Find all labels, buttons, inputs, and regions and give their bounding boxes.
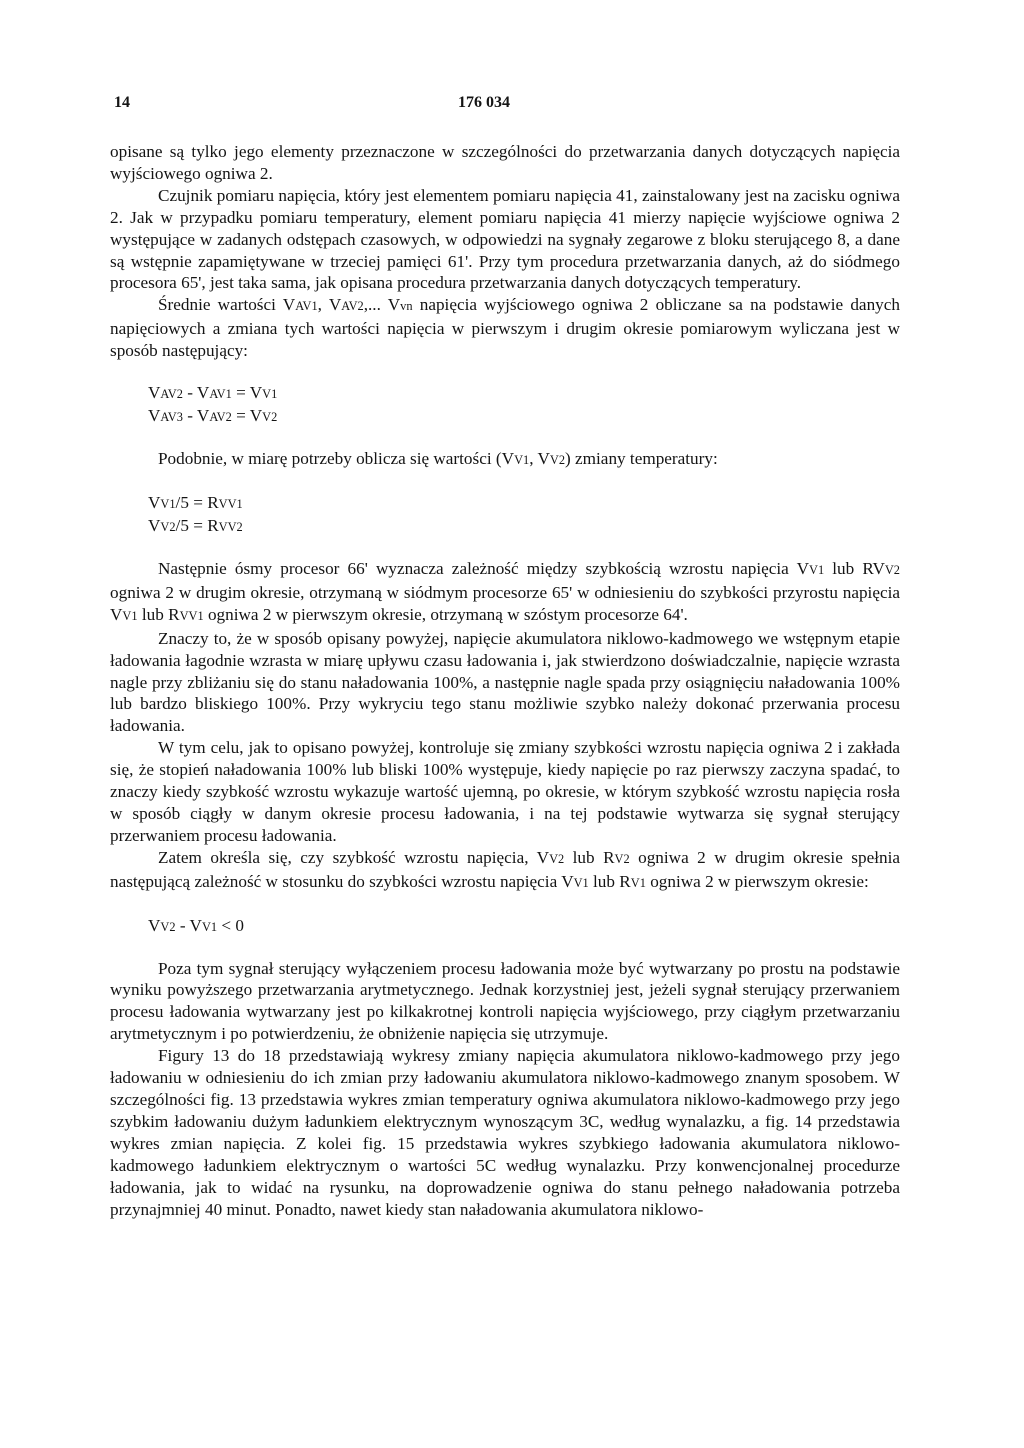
paragraph-2: Czujnik pomiaru napięcia, który jest elementem pomiaru napięcia 41, zainstalowany jest na zacisku ogniwa 2. Jak w przypadku pomiaru temperatury, element pomiaru napięcia 41 mierzy napięcie wyjściowe ogniwa 2 występujące w zadanych odstępach czasowych, w odpowiedzi na sygnały zegarowe z bloku sterującego 8, a dane są wstępnie zapamiętywane w trzeciej pamięci 61'. Przy tym procedura przetwarzania danych, aż do siódmego procesora 65', jest taka sama, jak opisana procedura przetwarzania danych dotyczących temperatury. xyxy=(110,185,900,293)
paragraph-10: Figury 13 do 18 przedstawiają wykresy zmiany napięcia akumulatora niklowo-kadmowego przy jego ładowaniu w odniesieniu do ich zmian przy ładowaniu akumulatora niklowo-kadmowego znanym sposobem. W szczególności fig. 13 przedstawia wykres zmian temperatury ogniwa akumulatora niklowo-kadmowego przy jego szybkim ładowaniu dużym ładunkiem elektrycznym wynoszącym 3C, według wynalazku, a fig. 14 przedstawia wykres zmian napięcia. Z kolei fig. 15 przedstawia wykres szybkiego ładowania akumulatora niklowo-kadmowego ładunkiem elektrycznym o wartości 5C według wynalazku. Przy konwencjonalnej procedurze ładowania, jak to widać na rysunku, na doprowadzenie ogniwa do stanu pełnego naładowania potrzeba przynajmniej 40 minut. Ponadto, nawet kiedy stan naładowania akumulatora niklowo- xyxy=(110,1046,900,1219)
subscript: AV1 xyxy=(295,299,318,314)
formula-block-1 xyxy=(148,382,900,428)
formula-block-3 xyxy=(148,915,900,938)
paragraph-8: Zatem określa się, czy szybkość wzrostu napięcia, VV2 lub RV2 ogniwa 2 w drugim okresie spełnia następującą zależność w stosunku do szybkości wzrostu napięcia VV1 lub RV1 ogniwa 2 w pierwszym okresie: xyxy=(110,847,900,891)
page-header xyxy=(114,94,904,118)
paragraph-3 xyxy=(110,294,900,362)
text-run: napięcia wyjściowego ogniwa 2 obliczane sa na podstawie danych napięciowych a zmiana tych wartości napięcia w pierwszym i drugim okresie pomiarowym wyliczana jest w sposób następujący: xyxy=(110,295,900,361)
paragraph-7: W tym celu, jak to opisano powyżej, kontroluje się zmiany szybkości wzrostu napięcia ogniwa 2 i zakłada się, że stopień naładowania 100% lub bliski 100% występuje, kiedy napięcie po raz pierwszy zaczyna spadać, to znaczy kiedy szybkość wzrostu wykazuje wartość ujemną, po okresie, w którym szybkość wzrostu napięcia rosła w sposób ciągły w danym okresie procesu ładowania, i na tej podstawie wytwarza się sygnał sterujący przerwaniem procesu ładowania. xyxy=(110,738,900,845)
formula-vv1-div-5: VV1/5 = RVV1 xyxy=(148,492,243,512)
formula-vv2-minus-vv1-lt-0: VV2 - VV1 < 0 xyxy=(148,915,244,935)
subscript: vn xyxy=(400,299,413,314)
paragraph-6: Znaczy to, że w sposób opisany powyżej, napięcie akumulatora niklowo-kadmowego we wstępnym etapie ładowania łagodnie wzrasta w miarę upływu czasu ładowania i, jak stwierdzono doświadczalnie, napięcie wzrasta nagle przy zbliżaniu się do stanu naładowania 100%, a następnie nagle spada przy osiągnięciu naładowania 100% lub bardzo bliskiego 100%. Przy wykryciu tego stanu możliwie szybko należy dokonać przerwania procesu ładowania. xyxy=(110,628,900,736)
text-run: Średnie wartości V xyxy=(158,295,296,315)
paragraph-9: Poza tym sygnał sterujący wyłączeniem procesu ładowania może być wytwarzany po prostu na podstawie wyniku powyższego przetwarzania arytmetycznego. Jednak korzystniej jest, jeżeli sygnał sterujący przerwaniem procesu ładowania wytwarzany jest po kilkakrotnej kontroli napięcia wyjściowego, przy ciągłym przetwarzaniu arytmetycznym i po potwierdzeniu, że obniżenie napięcia się utrzymuje. xyxy=(110,958,900,1044)
text-run: , V xyxy=(317,295,342,315)
document-number: 176 034 xyxy=(458,94,510,111)
formula-vav3-minus-vav2: VAV3 - VAV2 = VV2 xyxy=(148,406,278,426)
paragraph-5: Następnie ósmy procesor 66' wyznacza zależność między szybkością wzrostu napięcia VV1 lub RVV2 ogniwa 2 w drugim okresie, otrzymaną w siódmym procesorze 65' w odniesieniu do szybkości przyrostu napięcia VV1 lub RVV1 ogniwa 2 w pierwszym okresie, otrzymaną w szóstym procesorze 64'. xyxy=(110,558,900,624)
formula-vv2-div-5: VV2/5 = RVV2 xyxy=(148,515,243,535)
formula-vav2-minus-vav1: VAV2 - VAV1 = VV1 xyxy=(148,383,278,403)
paragraph-1: opisane są tylko jego elementy przeznaczone w szczególności do przetwarzania danych dotyczących napięcia wyjściowego ogniwa 2. xyxy=(110,142,900,183)
subscript: AV2 xyxy=(341,299,364,314)
text-run: ,... V xyxy=(363,295,401,315)
page-number: 14 xyxy=(114,94,130,111)
document-body xyxy=(110,141,900,1220)
paragraph-4: Podobnie, w miarę potrzeby oblicza się wartości (VV1, VV2) zmiany temperatury: xyxy=(158,449,718,469)
formula-block-2 xyxy=(148,492,900,538)
